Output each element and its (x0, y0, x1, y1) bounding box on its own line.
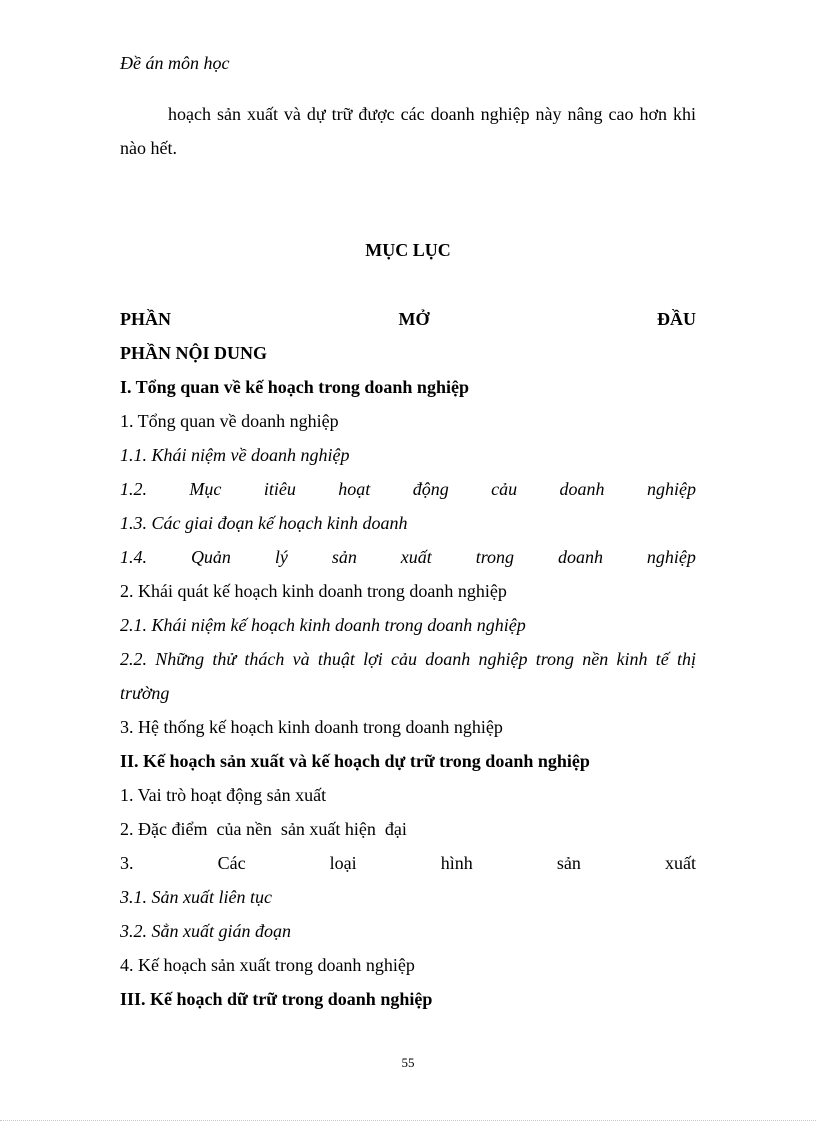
toc-item-1-1: 1.1. Khái niệm về doanh nghiệp (120, 445, 350, 465)
toc-word: Quản (190, 547, 231, 567)
intro-line-1: hoạch sản xuất và dự trữ được các doanh nghiệp này nâng cao hơn khi (168, 104, 696, 124)
toc-title: MỤC LỤC (365, 240, 451, 260)
toc-item-ii-1: 1. Vai trò hoạt động sản xuất (120, 785, 327, 805)
toc-item-ii-3-2: 3.2. Sẳn xuất gián đoạn (120, 921, 291, 941)
toc-section-3: III. Kế hoạch dữ trữ trong doanh nghiệp (120, 989, 433, 1009)
toc-item-ii-3-1: 3.1. Sản xuất liên tục (120, 887, 272, 907)
intro-paragraph (120, 97, 696, 165)
toc-item-1: 1. Tổng quan về doanh nghiệp (120, 411, 339, 431)
toc-word: lý (274, 547, 288, 567)
toc-word: 1.2. (120, 479, 147, 499)
toc-word: động (412, 479, 449, 499)
toc-word: ĐẦU (657, 309, 696, 329)
toc-word: nghiệp (646, 547, 696, 567)
page-number: 55 (401, 1055, 415, 1070)
toc-word: loại (329, 853, 357, 873)
toc-word: PHẦN (120, 309, 171, 329)
toc-item-3: 3. Hệ thống kế hoạch kinh doanh trong doanh nghiệp (120, 717, 503, 737)
toc-item-ii-3 (120, 846, 696, 880)
toc-item-phan-noi-dung: PHẦN NỘI DUNG (120, 343, 267, 363)
toc-word: doanh (559, 479, 605, 499)
table-of-contents (120, 302, 696, 1016)
toc-word: 3. (120, 853, 134, 873)
toc-item-ii-2: 2. Đặc điểm của nền sản xuất hiện đại (120, 819, 407, 839)
toc-word: doanh (557, 547, 603, 567)
toc-item-ii-4: 4. Kế hoạch sản xuất trong doanh nghiệp (120, 955, 415, 975)
toc-section-1: I. Tổng quan về kế hoạch trong doanh nghiệp (120, 377, 469, 397)
toc-item-2-1: 2.1. Khái niệm kế hoạch kinh doanh trong doanh nghiệp (120, 615, 526, 635)
toc-word: Mục (189, 479, 222, 499)
toc-word: sản (556, 853, 581, 873)
toc-word: 1.4. (120, 547, 147, 567)
toc-word: hoạt (338, 479, 371, 499)
toc-section-2: II. Kế hoạch sản xuất và kế hoạch dự trữ trong doanh nghiệp (120, 751, 590, 771)
toc-word: nghiệp (646, 479, 696, 499)
toc-word: hình (440, 853, 473, 873)
toc-word: xuất (400, 547, 432, 567)
toc-word: itiêu (263, 479, 296, 499)
page-divider (0, 1120, 816, 1121)
toc-item-1-2 (120, 472, 696, 506)
page-header: Đề án môn học (120, 53, 230, 73)
toc-item-1-3: 1.3. Các giai đoạn kế hoạch kinh doanh (120, 513, 408, 533)
toc-item-phan-mo-dau (120, 302, 696, 336)
toc-item-2-2: 2.2. Những thử thách và thuật lợi cảu doanh nghiệp trong nền kinh tế thị trường (120, 649, 696, 703)
toc-word: trong (475, 547, 515, 567)
intro-line-2: nào hết. (120, 138, 177, 158)
toc-word: sản (331, 547, 357, 567)
toc-word: xuất (664, 853, 696, 873)
toc-word: cảu (491, 479, 518, 499)
toc-word: Các (217, 853, 246, 873)
toc-item-2: 2. Khái quát kế hoạch kinh doanh trong doanh nghiệp (120, 581, 507, 601)
toc-item-1-4 (120, 540, 696, 574)
toc-word: MỞ (398, 309, 430, 329)
